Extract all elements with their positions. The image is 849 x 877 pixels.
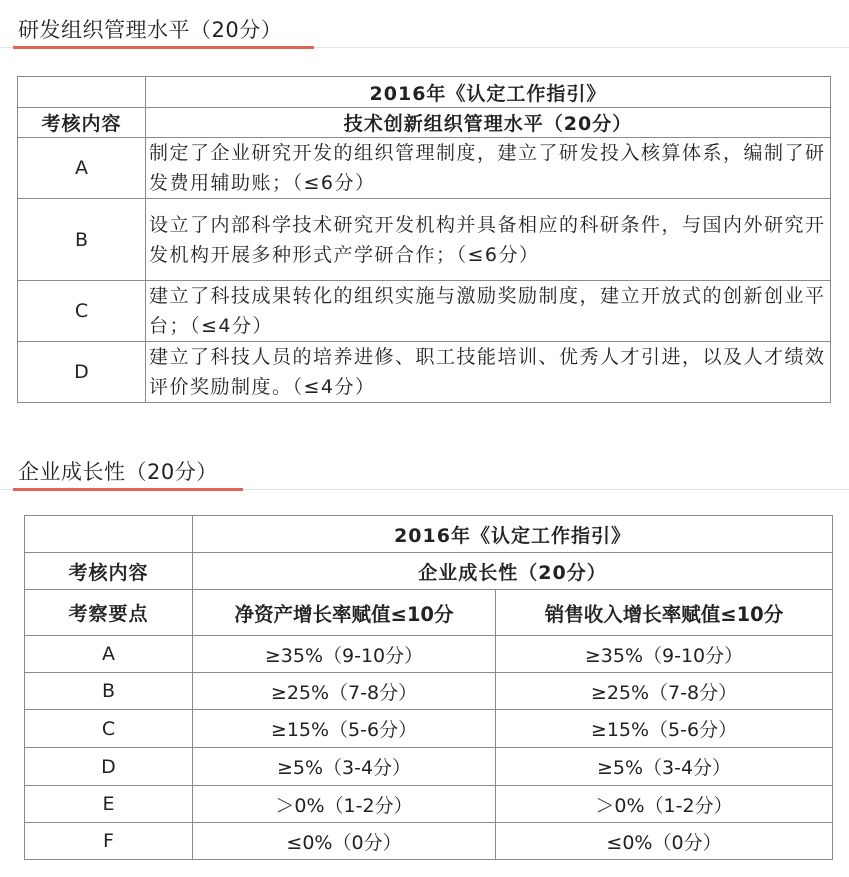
row-description: 建立了科技成果转化的组织实施与激励奖励制度，建立开放式的创新创业平台；（≤4分） [146,281,831,342]
row-description: 建立了科技人员的培养进修、职工技能培训、优秀人才引进，以及人才绩效评价奖励制度。（≤4分） [146,342,831,403]
sales-revenue-value: ≥5%（3-4分） [496,748,833,786]
table-row [18,281,831,342]
net-assets-value: ≤0%（0分） [193,823,496,860]
row-label: D [25,748,193,786]
table-row [25,823,833,860]
section-accent-underline [13,488,243,491]
row-label: B [25,673,193,710]
sales-revenue-value: ≥15%（5-6分） [496,710,833,748]
table-header-points-label: 考察要点 [25,590,193,636]
table-header-content-label: 考核内容 [25,553,193,590]
sales-revenue-value: ＞0%（1-2分） [496,786,833,823]
rd-management-table [17,76,831,403]
row-label: C [18,281,146,342]
growth-table [24,515,833,860]
row-label: B [18,199,146,281]
table-header-content-label: 考核内容 [18,108,146,138]
net-assets-value: ≥35%（9-10分） [193,636,496,673]
net-assets-value: ≥25%（7-8分） [193,673,496,710]
table-row [18,199,831,281]
table-row [25,710,833,748]
table-header-guideline: 2016年《认定工作指引》 [146,77,831,108]
row-label: A [25,636,193,673]
table-header-subtitle: 企业成长性（20分） [193,553,833,590]
net-assets-value: ≥5%（3-4分） [193,748,496,786]
row-description: 制定了企业研究开发的组织管理制度，建立了研发投入核算体系，编制了研发费用辅助账；（≤6分） [146,138,831,199]
section-title-growth: 企业成长性（20分） [18,460,218,484]
row-label: D [18,342,146,403]
row-label: F [25,823,193,860]
sales-revenue-value: ≥25%（7-8分） [496,673,833,710]
table-corner-cell [18,77,146,108]
column-header-sales-revenue: 销售收入增长率赋值≤10分 [496,590,833,636]
row-label: E [25,786,193,823]
table-row [25,673,833,710]
section-accent-underline [13,46,314,49]
row-description: 设立了内部科学技术研究开发机构并具备相应的科研条件，与国内外研究开发机构开展多种形式产学研合作；（≤6分） [146,199,831,281]
table-header-guideline: 2016年《认定工作指引》 [193,516,833,553]
row-label: C [25,710,193,748]
table-corner-cell [25,516,193,553]
table-row [25,636,833,673]
sales-revenue-value: ≥35%（9-10分） [496,636,833,673]
net-assets-value: ≥15%（5-6分） [193,710,496,748]
table-row [18,138,831,199]
row-label: A [18,138,146,199]
section-title-rd-management: 研发组织管理水平（20分） [18,18,283,42]
table-header-subtitle: 技术创新组织管理水平（20分） [146,108,831,138]
column-header-net-assets: 净资产增长率赋值≤10分 [193,590,496,636]
table-row [25,748,833,786]
table-row [18,342,831,403]
net-assets-value: ＞0%（1-2分） [193,786,496,823]
sales-revenue-value: ≤0%（0分） [496,823,833,860]
table-row [25,786,833,823]
